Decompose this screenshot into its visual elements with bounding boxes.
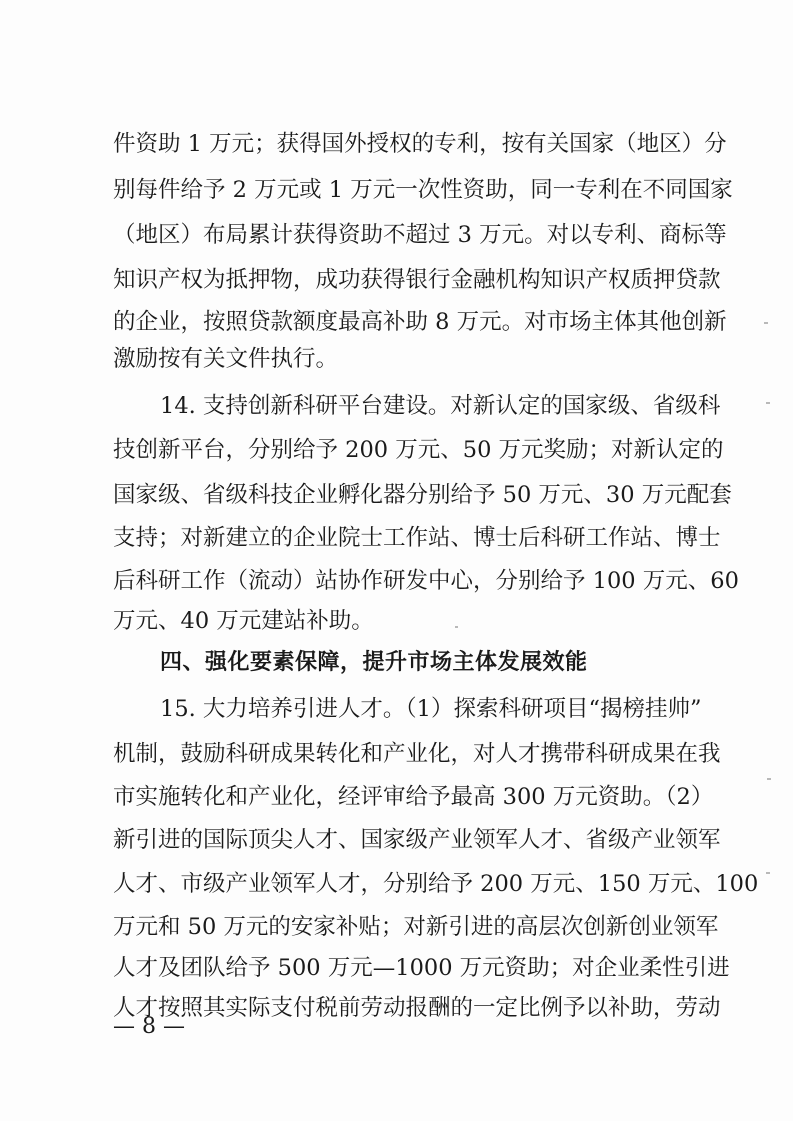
body-text-line: 市实施转化和产业化，经评审给予最高 300 万元资助。（2） [113, 784, 714, 810]
body-text-line: 人才按照其实际支付税前劳动报酬的一定比例予以补助，劳动 [113, 995, 721, 1021]
scan-speck [766, 402, 770, 404]
body-text-line: 别每件给予 2 万元或 1 万元一次性资助，同一专利在不同国家 [113, 177, 733, 203]
body-text-line: 知识产权为抵押物，成功获得银行金融机构知识产权质押贷款 [113, 267, 721, 293]
scan-speck [764, 322, 768, 324]
body-text-line: 激励按有关文件执行。 [113, 346, 339, 372]
body-text-line: 人才及团队给予 500 万元—1000 万元资助；对企业柔性引进 [113, 955, 730, 981]
page-number: — 8 — [113, 1014, 185, 1039]
scan-speck [767, 778, 771, 780]
body-text-line: 万元、40 万元建站补助。 [113, 608, 374, 634]
body-text-line: 新引进的国际顶尖人才、国家级产业领军人才、省级产业领军 [113, 827, 721, 853]
item-15-first-line: 15. 大力培养引进人才。（1）探索科研项目“揭榜挂帅” [160, 696, 702, 722]
item-14-first-line: 14. 支持创新科研平台建设。对新认定的国家级、省级科 [160, 393, 721, 419]
scan-speck [766, 872, 770, 874]
body-text-line: 技创新平台，分别给予 200 万元、50 万元奖励；对新认定的 [113, 437, 724, 463]
body-text-line: 件资助 1 万元；获得国外授权的专利，按有关国家（地区）分 [113, 131, 727, 157]
body-text-line: （地区）布局累计获得资助不超过 3 万元。对以专利、商标等 [113, 222, 727, 248]
scan-speck [455, 626, 458, 628]
section-heading: 四、强化要素保障，提升市场主体发展效能 [160, 650, 588, 675]
body-text-line: 机制，鼓励科研成果转化和产业化，对人才携带科研成果在我 [113, 741, 721, 767]
body-text-line: 支持；对新建立的企业院士工作站、博士后科研工作站、博士 [113, 525, 721, 551]
body-text-line: 人才、市级产业领军人才，分别给予 200 万元、150 万元、100 [113, 871, 759, 897]
body-text-line: 后科研工作（流动）站协作研发中心，分别给予 100 万元、60 [113, 568, 739, 594]
body-text-line: 万元和 50 万元的安家补贴；对新引进的高层次创新创业领军 [113, 914, 719, 940]
body-text-line: 的企业，按照贷款额度最高补助 8 万元。对市场主体其他创新 [113, 309, 727, 335]
body-text-line: 国家级、省级科技企业孵化器分别给予 50 万元、30 万元配套 [113, 482, 732, 508]
